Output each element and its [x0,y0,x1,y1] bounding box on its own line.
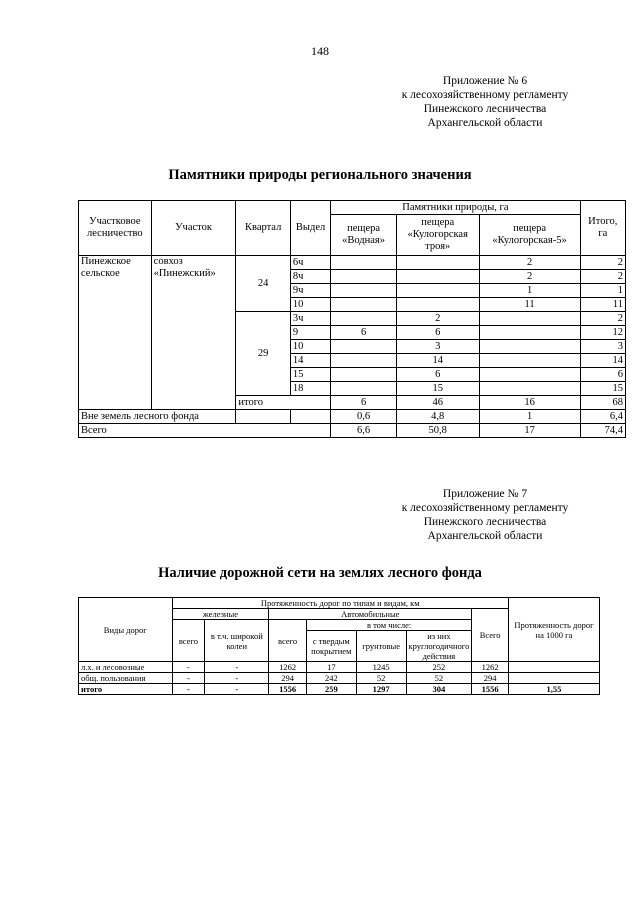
value-cell: 3 [396,340,479,354]
header-avto-vsego: всего [269,620,307,662]
vne-row [79,410,626,424]
table-row [79,673,600,684]
total-cell: 11 [580,298,625,312]
vydel-cell: 10 [290,340,330,354]
appendix-line: Пинежского лесничества [423,516,547,528]
value-cell [331,284,397,298]
header-v-tom-chisle: в том числе: [306,620,471,631]
table-row [79,684,600,695]
vsego-label: Всего [79,424,331,438]
value-cell: 6 [396,368,479,382]
value-cell: 2 [479,270,580,284]
total-cell: 1 [580,284,625,298]
total-cell: 68 [580,396,625,410]
value-cell: 17 [306,662,356,673]
page-number: 148 [311,44,329,58]
header-zheleznye: железные [172,609,269,620]
value-cell [479,312,580,326]
value-cell: 46 [396,396,479,410]
appendix-header-7 [350,487,620,543]
value-cell: - [172,662,205,673]
value-cell: 1262 [269,662,307,673]
value-cell: - [205,673,269,684]
header-avtomobilnye: Автомобильные [269,609,472,620]
value-cell [331,382,397,396]
value-cell: 52 [406,673,472,684]
vydel-cell: 3ч [290,312,330,326]
header-kruglogodichnye: из них круглогодичного действия [406,631,472,662]
value-cell: 52 [356,673,406,684]
value-cell: - [205,662,269,673]
table-row [79,662,600,673]
header-cave-kulogorskaya-troya: пещера «Кулогорская троя» [396,215,479,256]
vydel-cell: 9ч [290,284,330,298]
value-cell: 252 [406,662,472,673]
value-cell [331,312,397,326]
value-cell: 6,6 [331,424,397,438]
value-cell: - [172,684,205,695]
value-cell: 1556 [472,684,509,695]
header-lesnichestvo: Участковое лесничество [79,201,152,256]
header-zh-vsego: всего [172,620,205,662]
vydel-cell: 9 [290,326,330,340]
vydel-cell: 14 [290,354,330,368]
value-cell: 6 [331,326,397,340]
value-cell [479,326,580,340]
value-cell [479,368,580,382]
total-cell: 6 [580,368,625,382]
value-cell: 259 [306,684,356,695]
total-cell: 74,4 [580,424,625,438]
value-cell: 50,8 [396,424,479,438]
lesnichestvo-cell: Пинежское сельское [79,256,152,410]
appendix-line: Архангельской области [427,530,543,542]
appendix-header-6 [350,74,620,130]
vydel-cell: 10 [290,298,330,312]
total-cell: 14 [580,354,625,368]
vsego-row [79,424,626,438]
total-cell: 15 [580,382,625,396]
vydel-cell: 8ч [290,270,330,284]
value-cell: 17 [479,424,580,438]
total-cell: 12 [580,326,625,340]
value-cell: 1 [479,284,580,298]
total-cell: 2 [580,270,625,284]
header-vydel: Выдел [290,201,330,256]
value-cell: 1297 [356,684,406,695]
value-cell: 242 [306,673,356,684]
value-cell: 1556 [269,684,307,695]
value-cell: 15 [396,382,479,396]
value-cell: 14 [396,354,479,368]
nature-monuments-title: Памятники природы регионального значения [168,167,472,183]
vydel-cell: 18 [290,382,330,396]
value-cell: 1 [479,410,580,424]
value-cell [396,298,479,312]
value-cell: 1,55 [508,684,599,695]
value-cell [508,673,599,684]
value-cell: - [172,673,205,684]
vydel-cell: 6ч [290,256,330,270]
value-cell [331,270,397,284]
value-cell: 294 [472,673,509,684]
value-cell: 0,6 [331,410,397,424]
value-cell: 1245 [356,662,406,673]
road-network-table [78,597,600,695]
value-cell: 11 [479,298,580,312]
nature-monuments-table [78,200,626,438]
value-cell: 16 [479,396,580,410]
total-cell: 6,4 [580,410,625,424]
empty-cell [236,410,290,424]
value-cell [331,340,397,354]
vydel-cell: 15 [290,368,330,382]
header-length-group: Протяженность дорог по типам и видам, км [172,598,508,609]
value-cell: 304 [406,684,472,695]
header-shirokoy-kolei: в т.ч. широкой колеи [205,620,269,662]
value-cell [396,284,479,298]
header-monuments-group: Памятники природы, га [331,201,580,215]
header-itogo: Итого, га [580,201,625,256]
value-cell [331,368,397,382]
header-gruntovye: грунтовые [356,631,406,662]
value-cell: 4,8 [396,410,479,424]
value-cell [331,298,397,312]
total-cell: 3 [580,340,625,354]
header-vsego: Всего [472,609,509,662]
road-type-cell: общ. пользования [79,673,173,684]
value-cell: 294 [269,673,307,684]
value-cell [396,270,479,284]
appendix-line: к лесохозяйственному регламенту [401,89,569,101]
appendix-line: Архангельской области [427,117,543,129]
header-tverdym: с твердым покрытием [306,631,356,662]
road-type-cell: итого [79,684,173,695]
total-cell: 2 [580,256,625,270]
kvartal-cell: 24 [236,256,290,312]
value-cell [396,256,479,270]
value-cell [479,340,580,354]
header-length-per-1000: Протяженность дорог на 1000 га [508,598,599,662]
road-type-cell: л.х. и лесовозные [79,662,173,673]
appendix-line: к лесохозяйственному регламенту [401,502,569,514]
value-cell: 2 [479,256,580,270]
value-cell: 2 [396,312,479,326]
header-uchastok: Участок [151,201,236,256]
header-kvartal: Квартал [236,201,290,256]
appendix-line: Пинежского лесничества [423,103,547,115]
kvartal-cell: 29 [236,312,290,396]
header-cave-vodnaya: пещера «Водная» [331,215,397,256]
value-cell [331,256,397,270]
vne-label: Вне земель лесного фонда [79,410,236,424]
appendix-line: Приложение № 7 [442,488,528,500]
value-cell [479,354,580,368]
total-cell: 2 [580,312,625,326]
road-network-title: Наличие дорожной сети на землях лесного фонда [158,565,482,581]
value-cell: 6 [331,396,397,410]
value-cell: 1262 [472,662,509,673]
header-cave-kulogorskaya-5: пещера «Кулогорская-5» [479,215,580,256]
empty-cell [290,410,330,424]
table-row [79,256,626,270]
uchastok-cell: совхоз «Пинежский» [151,256,236,410]
value-cell [479,382,580,396]
value-cell: - [205,684,269,695]
value-cell [508,662,599,673]
value-cell: 6 [396,326,479,340]
header-vidy-dorog: Виды дорог [79,598,173,662]
itogo-label: итого [236,396,331,410]
appendix-line: Приложение № 6 [442,75,528,87]
value-cell [331,354,397,368]
